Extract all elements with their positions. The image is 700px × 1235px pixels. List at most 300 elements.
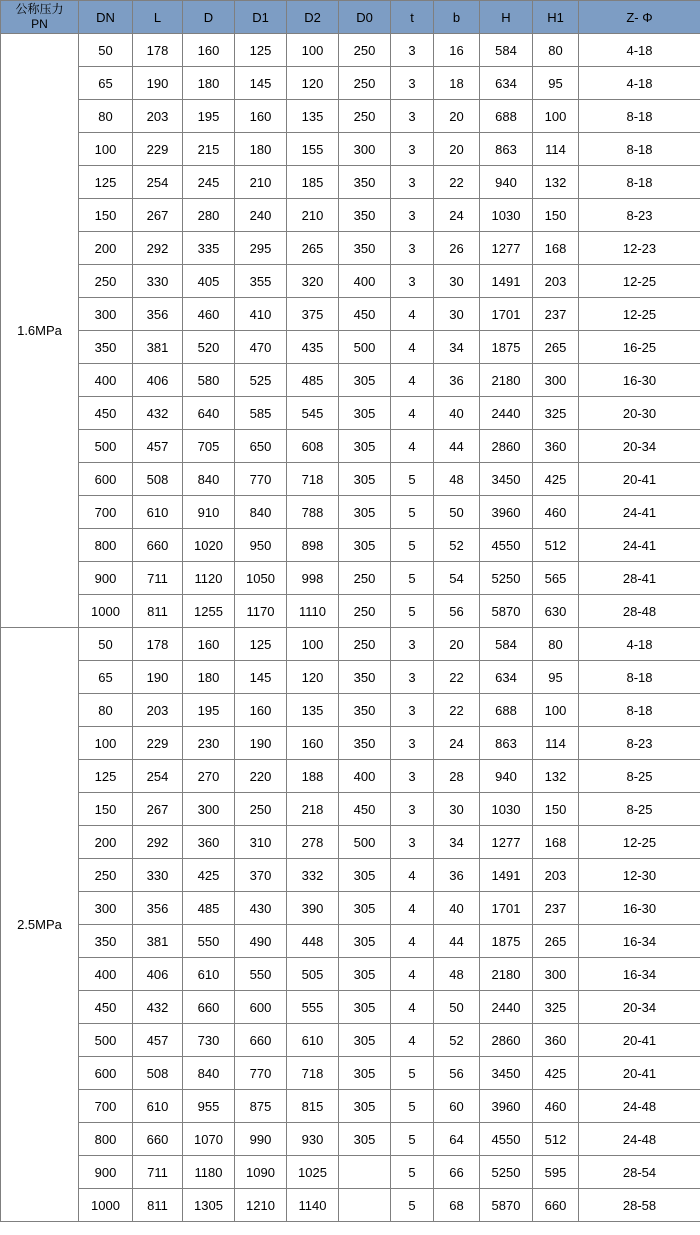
cell-d1: 1170 (235, 595, 287, 628)
cell-h1: 168 (533, 232, 579, 265)
table-row (1, 661, 700, 694)
header-row (1, 1, 700, 34)
cell-d0 (339, 1156, 391, 1189)
cell-l: 660 (133, 529, 183, 562)
cell-l: 711 (133, 562, 183, 595)
table-row (1, 265, 700, 298)
table-row (1, 727, 700, 760)
cell-d0: 450 (339, 793, 391, 826)
cell-d2: 265 (287, 232, 339, 265)
cell-d0: 250 (339, 562, 391, 595)
cell-z-: 20-30 (579, 397, 700, 430)
cell-h1: 660 (533, 1189, 579, 1222)
cell-dn: 80 (79, 100, 133, 133)
cell-d1: 220 (235, 760, 287, 793)
cell-d: 580 (183, 364, 235, 397)
cell-z-: 8-18 (579, 694, 700, 727)
cell-t: 4 (391, 364, 434, 397)
cell-d1: 660 (235, 1024, 287, 1057)
cell-d: 1305 (183, 1189, 235, 1222)
cell-l: 457 (133, 430, 183, 463)
cell-d0: 305 (339, 496, 391, 529)
header-col-z-phi: Z- Φ (579, 1, 700, 34)
cell-t: 3 (391, 760, 434, 793)
cell-h: 584 (480, 34, 533, 67)
cell-d1: 1210 (235, 1189, 287, 1222)
cell-d: 840 (183, 1057, 235, 1090)
cell-dn: 600 (79, 463, 133, 496)
cell-b: 40 (434, 397, 480, 430)
cell-d2: 210 (287, 199, 339, 232)
cell-dn: 300 (79, 892, 133, 925)
cell-h: 1701 (480, 298, 533, 331)
cell-h: 863 (480, 727, 533, 760)
cell-h: 863 (480, 133, 533, 166)
cell-h1: 425 (533, 463, 579, 496)
cell-h1: 80 (533, 34, 579, 67)
cell-h1: 95 (533, 661, 579, 694)
cell-h1: 80 (533, 628, 579, 661)
cell-h: 1277 (480, 232, 533, 265)
header-pressure-corner (1, 1, 79, 34)
cell-b: 50 (434, 496, 480, 529)
table-row (1, 100, 700, 133)
cell-z-: 8-18 (579, 166, 700, 199)
cell-h1: 150 (533, 199, 579, 232)
cell-t: 3 (391, 100, 434, 133)
cell-d1: 990 (235, 1123, 287, 1156)
cell-z-: 16-30 (579, 892, 700, 925)
cell-h1: 300 (533, 364, 579, 397)
header-col-t: t (391, 1, 434, 34)
cell-l: 229 (133, 727, 183, 760)
cell-d2: 320 (287, 265, 339, 298)
cell-h: 634 (480, 661, 533, 694)
cell-d2: 1110 (287, 595, 339, 628)
cell-t: 4 (391, 925, 434, 958)
cell-dn: 100 (79, 727, 133, 760)
cell-h: 3450 (480, 1057, 533, 1090)
cell-b: 44 (434, 925, 480, 958)
cell-h: 584 (480, 628, 533, 661)
cell-d2: 100 (287, 628, 339, 661)
cell-d2: 545 (287, 397, 339, 430)
cell-d2: 120 (287, 661, 339, 694)
cell-dn: 350 (79, 925, 133, 958)
table-row (1, 34, 700, 67)
cell-d0: 350 (339, 199, 391, 232)
cell-dn: 200 (79, 826, 133, 859)
cell-t: 5 (391, 1123, 434, 1156)
cell-dn: 900 (79, 562, 133, 595)
pressure-group-label: 1.6MPa (1, 34, 79, 628)
cell-h: 634 (480, 67, 533, 100)
cell-d0: 305 (339, 463, 391, 496)
cell-d2: 998 (287, 562, 339, 595)
cell-d2: 120 (287, 67, 339, 100)
table-row (1, 67, 700, 100)
cell-t: 4 (391, 892, 434, 925)
header-col-d1: D1 (235, 1, 287, 34)
table-row (1, 1123, 700, 1156)
cell-d: 195 (183, 694, 235, 727)
table-row (1, 1090, 700, 1123)
cell-h1: 114 (533, 727, 579, 760)
cell-z-: 12-30 (579, 859, 700, 892)
cell-d2: 485 (287, 364, 339, 397)
cell-h1: 325 (533, 397, 579, 430)
cell-z-: 24-48 (579, 1123, 700, 1156)
cell-h: 1030 (480, 199, 533, 232)
cell-d0: 250 (339, 595, 391, 628)
cell-h1: 512 (533, 1123, 579, 1156)
cell-dn: 800 (79, 1123, 133, 1156)
cell-d: 955 (183, 1090, 235, 1123)
cell-d2: 135 (287, 100, 339, 133)
cell-d2: 155 (287, 133, 339, 166)
cell-h: 2180 (480, 364, 533, 397)
cell-z-: 12-25 (579, 826, 700, 859)
cell-dn: 400 (79, 958, 133, 991)
cell-z-: 8-25 (579, 793, 700, 826)
cell-d0: 305 (339, 529, 391, 562)
cell-dn: 200 (79, 232, 133, 265)
table-row (1, 463, 700, 496)
cell-d1: 145 (235, 67, 287, 100)
cell-z-: 16-34 (579, 958, 700, 991)
cell-h: 1491 (480, 859, 533, 892)
cell-d0: 305 (339, 958, 391, 991)
cell-d0: 305 (339, 859, 391, 892)
cell-h1: 237 (533, 892, 579, 925)
cell-dn: 65 (79, 67, 133, 100)
cell-d: 245 (183, 166, 235, 199)
header-col-h1: H1 (533, 1, 579, 34)
cell-d0: 305 (339, 925, 391, 958)
cell-t: 3 (391, 34, 434, 67)
table-row (1, 892, 700, 925)
cell-h1: 132 (533, 760, 579, 793)
cell-l: 711 (133, 1156, 183, 1189)
cell-d1: 470 (235, 331, 287, 364)
cell-d2: 610 (287, 1024, 339, 1057)
cell-d: 180 (183, 661, 235, 694)
cell-z-: 28-54 (579, 1156, 700, 1189)
cell-h1: 168 (533, 826, 579, 859)
cell-d: 1070 (183, 1123, 235, 1156)
cell-b: 20 (434, 100, 480, 133)
cell-d1: 190 (235, 727, 287, 760)
cell-dn: 125 (79, 166, 133, 199)
cell-t: 5 (391, 463, 434, 496)
cell-dn: 300 (79, 298, 133, 331)
cell-l: 330 (133, 859, 183, 892)
cell-d0: 305 (339, 430, 391, 463)
cell-b: 22 (434, 166, 480, 199)
cell-t: 3 (391, 628, 434, 661)
cell-dn: 500 (79, 430, 133, 463)
cell-l: 811 (133, 595, 183, 628)
cell-b: 30 (434, 298, 480, 331)
cell-l: 406 (133, 364, 183, 397)
table-row (1, 1024, 700, 1057)
cell-h1: 300 (533, 958, 579, 991)
cell-t: 5 (391, 595, 434, 628)
cell-d: 640 (183, 397, 235, 430)
cell-d1: 160 (235, 694, 287, 727)
cell-d0: 450 (339, 298, 391, 331)
cell-d2: 608 (287, 430, 339, 463)
header-col-h: H (480, 1, 533, 34)
cell-d1: 585 (235, 397, 287, 430)
cell-b: 16 (434, 34, 480, 67)
cell-h1: 565 (533, 562, 579, 595)
cell-d0: 305 (339, 1024, 391, 1057)
cell-z-: 4-18 (579, 67, 700, 100)
cell-t: 4 (391, 859, 434, 892)
cell-b: 36 (434, 859, 480, 892)
cell-t: 3 (391, 232, 434, 265)
cell-b: 24 (434, 199, 480, 232)
cell-l: 508 (133, 1057, 183, 1090)
cell-l: 203 (133, 694, 183, 727)
cell-h1: 114 (533, 133, 579, 166)
table-row (1, 991, 700, 1024)
cell-d: 160 (183, 628, 235, 661)
cell-dn: 800 (79, 529, 133, 562)
table-row (1, 628, 700, 661)
cell-z-: 8-23 (579, 199, 700, 232)
cell-h: 1030 (480, 793, 533, 826)
cell-b: 22 (434, 694, 480, 727)
cell-d2: 390 (287, 892, 339, 925)
cell-l: 254 (133, 760, 183, 793)
cell-b: 34 (434, 331, 480, 364)
cell-b: 30 (434, 265, 480, 298)
cell-b: 52 (434, 529, 480, 562)
cell-dn: 350 (79, 331, 133, 364)
cell-t: 3 (391, 166, 434, 199)
cell-t: 5 (391, 562, 434, 595)
table-row (1, 958, 700, 991)
cell-d: 230 (183, 727, 235, 760)
cell-h: 5250 (480, 1156, 533, 1189)
cell-dn: 900 (79, 1156, 133, 1189)
cell-d1: 295 (235, 232, 287, 265)
cell-d2: 100 (287, 34, 339, 67)
table-body (1, 34, 700, 1222)
cell-d1: 250 (235, 793, 287, 826)
cell-d0: 300 (339, 133, 391, 166)
cell-d2: 435 (287, 331, 339, 364)
cell-d0: 305 (339, 364, 391, 397)
cell-t: 5 (391, 1189, 434, 1222)
table-row (1, 562, 700, 595)
cell-z-: 24-48 (579, 1090, 700, 1123)
cell-z-: 20-41 (579, 463, 700, 496)
cell-z-: 4-18 (579, 34, 700, 67)
cell-d: 300 (183, 793, 235, 826)
cell-z-: 4-18 (579, 628, 700, 661)
cell-h1: 460 (533, 496, 579, 529)
cell-d1: 840 (235, 496, 287, 529)
cell-d0: 250 (339, 100, 391, 133)
cell-b: 44 (434, 430, 480, 463)
cell-d1: 525 (235, 364, 287, 397)
cell-d0: 305 (339, 397, 391, 430)
cell-t: 3 (391, 67, 434, 100)
cell-d2: 218 (287, 793, 339, 826)
cell-d0: 250 (339, 628, 391, 661)
cell-d: 520 (183, 331, 235, 364)
cell-z-: 8-18 (579, 100, 700, 133)
cell-h: 5250 (480, 562, 533, 595)
cell-h: 688 (480, 100, 533, 133)
cell-d1: 125 (235, 628, 287, 661)
cell-z-: 20-34 (579, 991, 700, 1024)
cell-l: 610 (133, 1090, 183, 1123)
table-row (1, 232, 700, 265)
cell-l: 356 (133, 892, 183, 925)
cell-z-: 20-34 (579, 430, 700, 463)
cell-h1: 132 (533, 166, 579, 199)
cell-h: 4550 (480, 529, 533, 562)
cell-dn: 450 (79, 397, 133, 430)
cell-d0: 305 (339, 1090, 391, 1123)
cell-h1: 203 (533, 265, 579, 298)
table-row (1, 133, 700, 166)
cell-d2: 135 (287, 694, 339, 727)
cell-b: 48 (434, 958, 480, 991)
cell-d1: 1090 (235, 1156, 287, 1189)
cell-l: 267 (133, 793, 183, 826)
cell-h1: 360 (533, 430, 579, 463)
cell-d: 460 (183, 298, 235, 331)
cell-h1: 460 (533, 1090, 579, 1123)
cell-h: 1875 (480, 925, 533, 958)
cell-l: 267 (133, 199, 183, 232)
table-row (1, 1156, 700, 1189)
header-pressure-line1: 公称压力 (15, 2, 64, 16)
cell-l: 406 (133, 958, 183, 991)
table-row (1, 298, 700, 331)
cell-d: 360 (183, 826, 235, 859)
cell-d: 215 (183, 133, 235, 166)
header-col-l: L (133, 1, 183, 34)
cell-b: 54 (434, 562, 480, 595)
cell-t: 3 (391, 694, 434, 727)
cell-t: 4 (391, 991, 434, 1024)
cell-z-: 24-41 (579, 496, 700, 529)
cell-t: 3 (391, 826, 434, 859)
header-pressure-line2: PN (31, 17, 48, 31)
cell-l: 457 (133, 1024, 183, 1057)
cell-d1: 160 (235, 100, 287, 133)
cell-l: 254 (133, 166, 183, 199)
cell-dn: 100 (79, 133, 133, 166)
cell-h1: 325 (533, 991, 579, 1024)
cell-h1: 95 (533, 67, 579, 100)
cell-d0: 250 (339, 34, 391, 67)
cell-d: 1255 (183, 595, 235, 628)
header-col-dn: DN (79, 1, 133, 34)
table-row (1, 859, 700, 892)
cell-d0: 350 (339, 694, 391, 727)
cell-d2: 815 (287, 1090, 339, 1123)
cell-l: 508 (133, 463, 183, 496)
cell-t: 4 (391, 331, 434, 364)
cell-d2: 718 (287, 463, 339, 496)
cell-dn: 250 (79, 859, 133, 892)
cell-d2: 1140 (287, 1189, 339, 1222)
cell-l: 229 (133, 133, 183, 166)
cell-b: 40 (434, 892, 480, 925)
cell-d0: 305 (339, 1123, 391, 1156)
cell-dn: 50 (79, 34, 133, 67)
cell-b: 56 (434, 595, 480, 628)
cell-d2: 1025 (287, 1156, 339, 1189)
cell-d0: 250 (339, 67, 391, 100)
cell-t: 4 (391, 298, 434, 331)
cell-z-: 12-25 (579, 298, 700, 331)
pressure-group-label: 2.5MPa (1, 628, 79, 1222)
cell-h: 940 (480, 760, 533, 793)
cell-d1: 410 (235, 298, 287, 331)
cell-l: 190 (133, 67, 183, 100)
cell-b: 48 (434, 463, 480, 496)
cell-b: 26 (434, 232, 480, 265)
cell-d0: 350 (339, 166, 391, 199)
cell-d0: 500 (339, 331, 391, 364)
cell-b: 20 (434, 133, 480, 166)
cell-d0: 400 (339, 265, 391, 298)
table-row (1, 166, 700, 199)
cell-h: 1701 (480, 892, 533, 925)
cell-d1: 210 (235, 166, 287, 199)
cell-b: 66 (434, 1156, 480, 1189)
cell-l: 178 (133, 628, 183, 661)
cell-dn: 80 (79, 694, 133, 727)
table-row (1, 1189, 700, 1222)
cell-dn: 150 (79, 199, 133, 232)
cell-l: 381 (133, 925, 183, 958)
cell-z-: 8-18 (579, 133, 700, 166)
cell-b: 60 (434, 1090, 480, 1123)
cell-h1: 360 (533, 1024, 579, 1057)
cell-d: 160 (183, 34, 235, 67)
cell-b: 18 (434, 67, 480, 100)
cell-b: 24 (434, 727, 480, 760)
table-row (1, 199, 700, 232)
cell-d: 485 (183, 892, 235, 925)
table-row (1, 496, 700, 529)
cell-d0: 350 (339, 661, 391, 694)
table-row (1, 364, 700, 397)
cell-t: 3 (391, 793, 434, 826)
table-row (1, 1057, 700, 1090)
table-row (1, 694, 700, 727)
cell-l: 203 (133, 100, 183, 133)
cell-h: 2860 (480, 430, 533, 463)
table-row (1, 826, 700, 859)
cell-d0: 305 (339, 1057, 391, 1090)
cell-d0: 305 (339, 892, 391, 925)
cell-l: 381 (133, 331, 183, 364)
cell-t: 5 (391, 1156, 434, 1189)
cell-b: 64 (434, 1123, 480, 1156)
cell-z-: 8-23 (579, 727, 700, 760)
cell-h1: 425 (533, 1057, 579, 1090)
